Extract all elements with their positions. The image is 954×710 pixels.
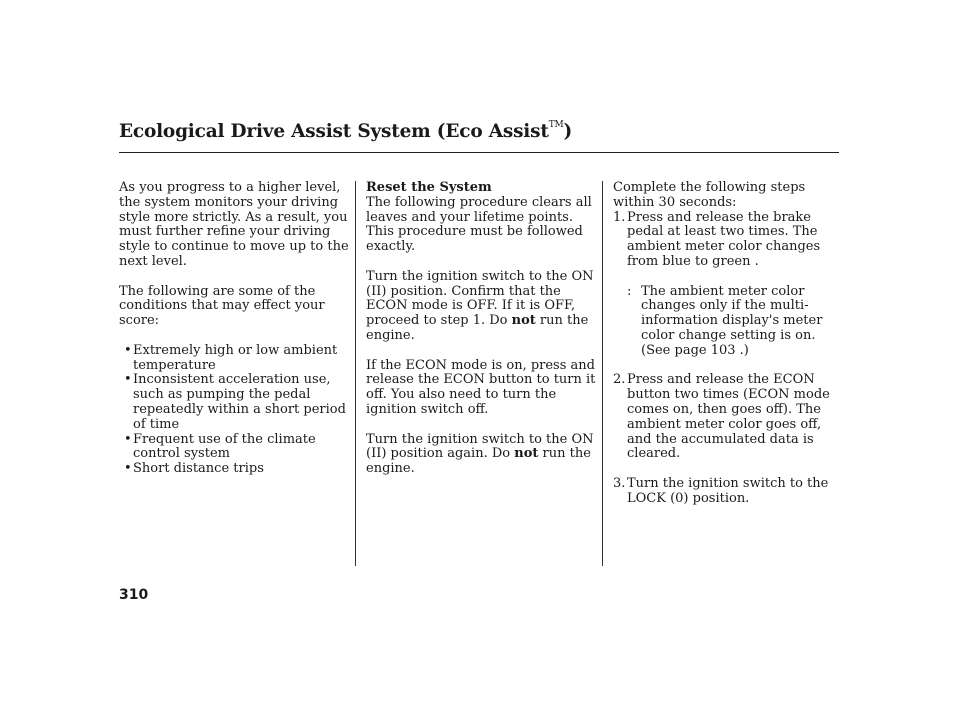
list-item xyxy=(119,344,351,374)
list-item xyxy=(119,373,351,432)
list-item xyxy=(119,433,351,463)
step-2 xyxy=(613,373,839,462)
conditions-list xyxy=(119,344,351,477)
list-item-text: Inconsistent acceleration use, such as pumping the pedal repeatedly within a short period of time xyxy=(133,372,346,432)
column-2 xyxy=(366,181,598,492)
col1-paragraph-2: The following are some of the conditions that may effect your score: xyxy=(119,283,325,329)
list-item-text: Frequent use of the climate control system xyxy=(133,431,316,462)
step-number: 2. xyxy=(613,372,626,388)
col3-intro: Complete the following steps within 30 seconds: xyxy=(613,180,806,210)
note-colon: : xyxy=(627,283,632,299)
column-1 xyxy=(119,181,351,477)
title-close-paren: ) xyxy=(563,121,573,142)
list-item-text: Short distance trips xyxy=(133,461,264,477)
col2-p2-bold: not xyxy=(511,313,536,329)
list-item-text: Extremely high or low ambient temperature xyxy=(133,342,338,373)
col2-paragraph-4 xyxy=(366,433,598,477)
col2-p4-text-b: run the engine. xyxy=(366,446,591,477)
title-rule xyxy=(119,152,839,153)
note-text: The ambient meter color changes only if the multi-information display's meter color change setting is on. (See page 103 .) xyxy=(641,283,823,358)
col2-p4-bold: not xyxy=(514,446,539,462)
step-1-note xyxy=(613,285,839,359)
col1-paragraph-1: As you progress to a higher level, the system monitors your driving style more strictly. As a result, you must further refine your driving style to continue to move up to the next level. xyxy=(119,180,349,269)
col2-paragraph-2 xyxy=(366,270,598,344)
col2-p2-text-b: run the engine. xyxy=(366,313,589,343)
column-divider-1 xyxy=(355,181,356,566)
bullet-icon: • xyxy=(124,461,132,477)
page-title xyxy=(119,121,572,142)
col2-p4-text-a: Turn the ignition switch to the ON (II) position again. Do xyxy=(366,431,594,462)
column-divider-2 xyxy=(602,181,603,566)
step-text: Press and release the ECON button two times (ECON mode comes on, then goes off). The ambient meter color goes off, and the accumulated data is cleared. xyxy=(627,372,830,462)
step-number: 3. xyxy=(613,475,626,491)
column-3 xyxy=(613,181,839,521)
col2-paragraph-1: The following procedure clears all leaves and your lifetime points. This procedure must be followed exactly. xyxy=(366,194,592,255)
bullet-icon: • xyxy=(124,372,132,388)
step-3 xyxy=(613,477,839,507)
step-number: 1. xyxy=(613,209,626,225)
page-number: 310 xyxy=(119,587,149,603)
col2-p2-text-a: Turn the ignition switch to the ON (II) position. Confirm that the ECON mode is OFF. If it is OFF, proceed to step 1. Do xyxy=(366,268,594,329)
step-text: Turn the ignition switch to the LOCK (0) position. xyxy=(627,475,829,506)
list-item xyxy=(119,462,351,477)
bullet-icon: • xyxy=(124,431,132,447)
col2-paragraph-3: If the ECON mode is on, press and release the ECON button to turn it off. You also need to turn the ignition switch off. xyxy=(366,357,596,417)
step-1 xyxy=(613,211,839,270)
trademark-symbol: TM xyxy=(548,120,564,130)
title-text: Ecological Drive Assist System (Eco Assist xyxy=(119,121,549,142)
bullet-icon: • xyxy=(124,342,132,358)
reset-heading: Reset the System xyxy=(366,180,492,195)
step-text: Press and release the brake pedal at least two times. The ambient meter color changes from blue to green . xyxy=(627,209,821,269)
